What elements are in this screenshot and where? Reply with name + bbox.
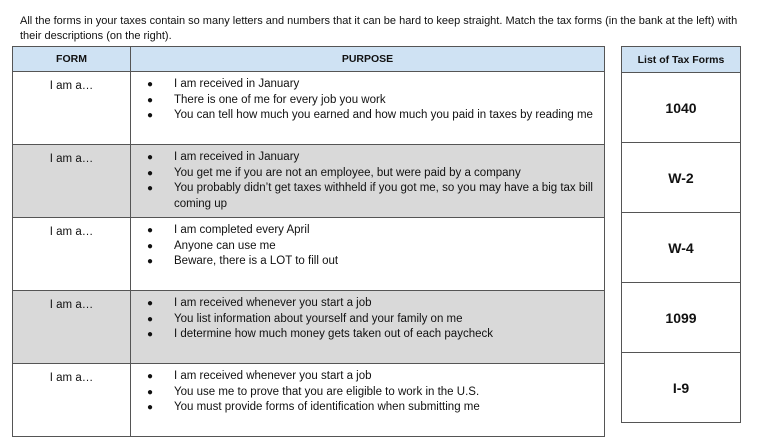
- purpose-bullet: [141, 150, 596, 166]
- bank-item-i9[interactable]: I-9: [622, 353, 741, 423]
- purpose-text: You list information about yourself and your family on me: [174, 312, 463, 325]
- purpose-bullet: [141, 93, 596, 109]
- form-answer-cell[interactable]: I am a…: [13, 72, 131, 145]
- purpose-bullet: [141, 166, 596, 182]
- bank-row: [622, 213, 741, 283]
- form-answer-cell[interactable]: I am a…: [13, 291, 131, 364]
- purpose-bullet: [141, 223, 596, 239]
- purpose-column-header: PURPOSE: [131, 47, 605, 72]
- purpose-bullet: [141, 400, 596, 416]
- bank-header-row: [622, 47, 741, 73]
- bullet-icon: ●: [147, 402, 154, 413]
- form-answer-cell[interactable]: I am a…: [13, 218, 131, 291]
- bullet-icon: ●: [147, 329, 154, 340]
- purpose-bullet: [141, 108, 596, 124]
- bullet-icon: ●: [147, 152, 154, 163]
- bullet-icon: ●: [147, 183, 154, 194]
- bank-header: List of Tax Forms: [622, 47, 741, 73]
- purpose-bullet: [141, 77, 596, 93]
- purpose-cell: [131, 364, 605, 437]
- purpose-bullet: [141, 254, 596, 270]
- table-row: [13, 218, 605, 291]
- bank-item-w2[interactable]: W-2: [622, 143, 741, 213]
- purpose-text: I am received whenever you start a job: [174, 297, 372, 309]
- form-answer-cell[interactable]: I am a…: [13, 145, 131, 218]
- purpose-text: I am received in January: [174, 151, 300, 163]
- purpose-text: There is one of me for every job you work: [174, 93, 386, 106]
- bank-row: [622, 353, 741, 423]
- form-purpose-table: [12, 46, 605, 437]
- purpose-text: You get me if you are not an employee, but were paid by a company: [174, 166, 521, 179]
- form-column-header: FORM: [13, 47, 131, 72]
- bullet-icon: ●: [147, 94, 154, 106]
- bullet-icon: ●: [147, 256, 154, 267]
- table-header-row: [13, 47, 605, 72]
- purpose-bullet: [141, 369, 596, 385]
- bullet-icon: ●: [147, 225, 154, 236]
- purpose-text: I determine how much money gets taken out of each paycheck: [174, 328, 493, 340]
- purpose-bullet: [141, 312, 596, 328]
- purpose-cell: [131, 72, 605, 145]
- purpose-text: Anyone can use me: [174, 239, 276, 252]
- instructions-text: All the forms in your taxes contain so many letters and numbers that it can be hard to keep straight. Match the tax forms (in the bank at the left) with their descriptions (on the right).: [20, 15, 738, 42]
- purpose-text: You must provide forms of identification when submitting me: [174, 401, 480, 413]
- purpose-text: Beware, there is a LOT to fill out: [174, 255, 339, 267]
- bullet-icon: ●: [147, 110, 154, 121]
- bullet-icon: ●: [147, 79, 154, 90]
- bank-item-w4[interactable]: W-4: [622, 213, 741, 283]
- bullet-icon: ●: [147, 371, 154, 382]
- purpose-bullet: [141, 239, 596, 255]
- tax-form-bank: [621, 46, 741, 423]
- table-row: [13, 364, 605, 437]
- purpose-bullet: [141, 385, 596, 401]
- purpose-text: You probably didn’t get taxes withheld if you got me, so you may have a big tax bill coming up: [174, 182, 593, 210]
- bullet-icon: ●: [147, 313, 154, 325]
- purpose-text: You use me to prove that you are eligible to work in the U.S.: [174, 385, 480, 398]
- bank-row: [622, 283, 741, 353]
- table-row: [13, 291, 605, 364]
- bank-item-1040[interactable]: 1040: [622, 73, 741, 143]
- bank-row: [622, 143, 741, 213]
- form-answer-cell[interactable]: I am a…: [13, 364, 131, 437]
- purpose-text: I am received in January: [174, 78, 300, 90]
- purpose-text: I am completed every April: [174, 224, 310, 236]
- purpose-text: I am received whenever you start a job: [174, 370, 372, 382]
- table-row: [13, 145, 605, 218]
- bullet-icon: ●: [147, 240, 154, 252]
- bullet-icon: ●: [147, 386, 154, 398]
- table-row: [13, 72, 605, 145]
- purpose-cell: [131, 218, 605, 291]
- purpose-text: You can tell how much you earned and how much you paid in taxes by reading me: [174, 109, 593, 121]
- bullet-icon: ●: [147, 298, 154, 309]
- purpose-bullet: [141, 181, 596, 212]
- bank-item-1099[interactable]: 1099: [622, 283, 741, 353]
- bullet-icon: ●: [147, 167, 154, 179]
- purpose-cell: [131, 145, 605, 218]
- bank-row: [622, 73, 741, 143]
- purpose-bullet: [141, 296, 596, 312]
- purpose-bullet: [141, 327, 596, 343]
- purpose-cell: [131, 291, 605, 364]
